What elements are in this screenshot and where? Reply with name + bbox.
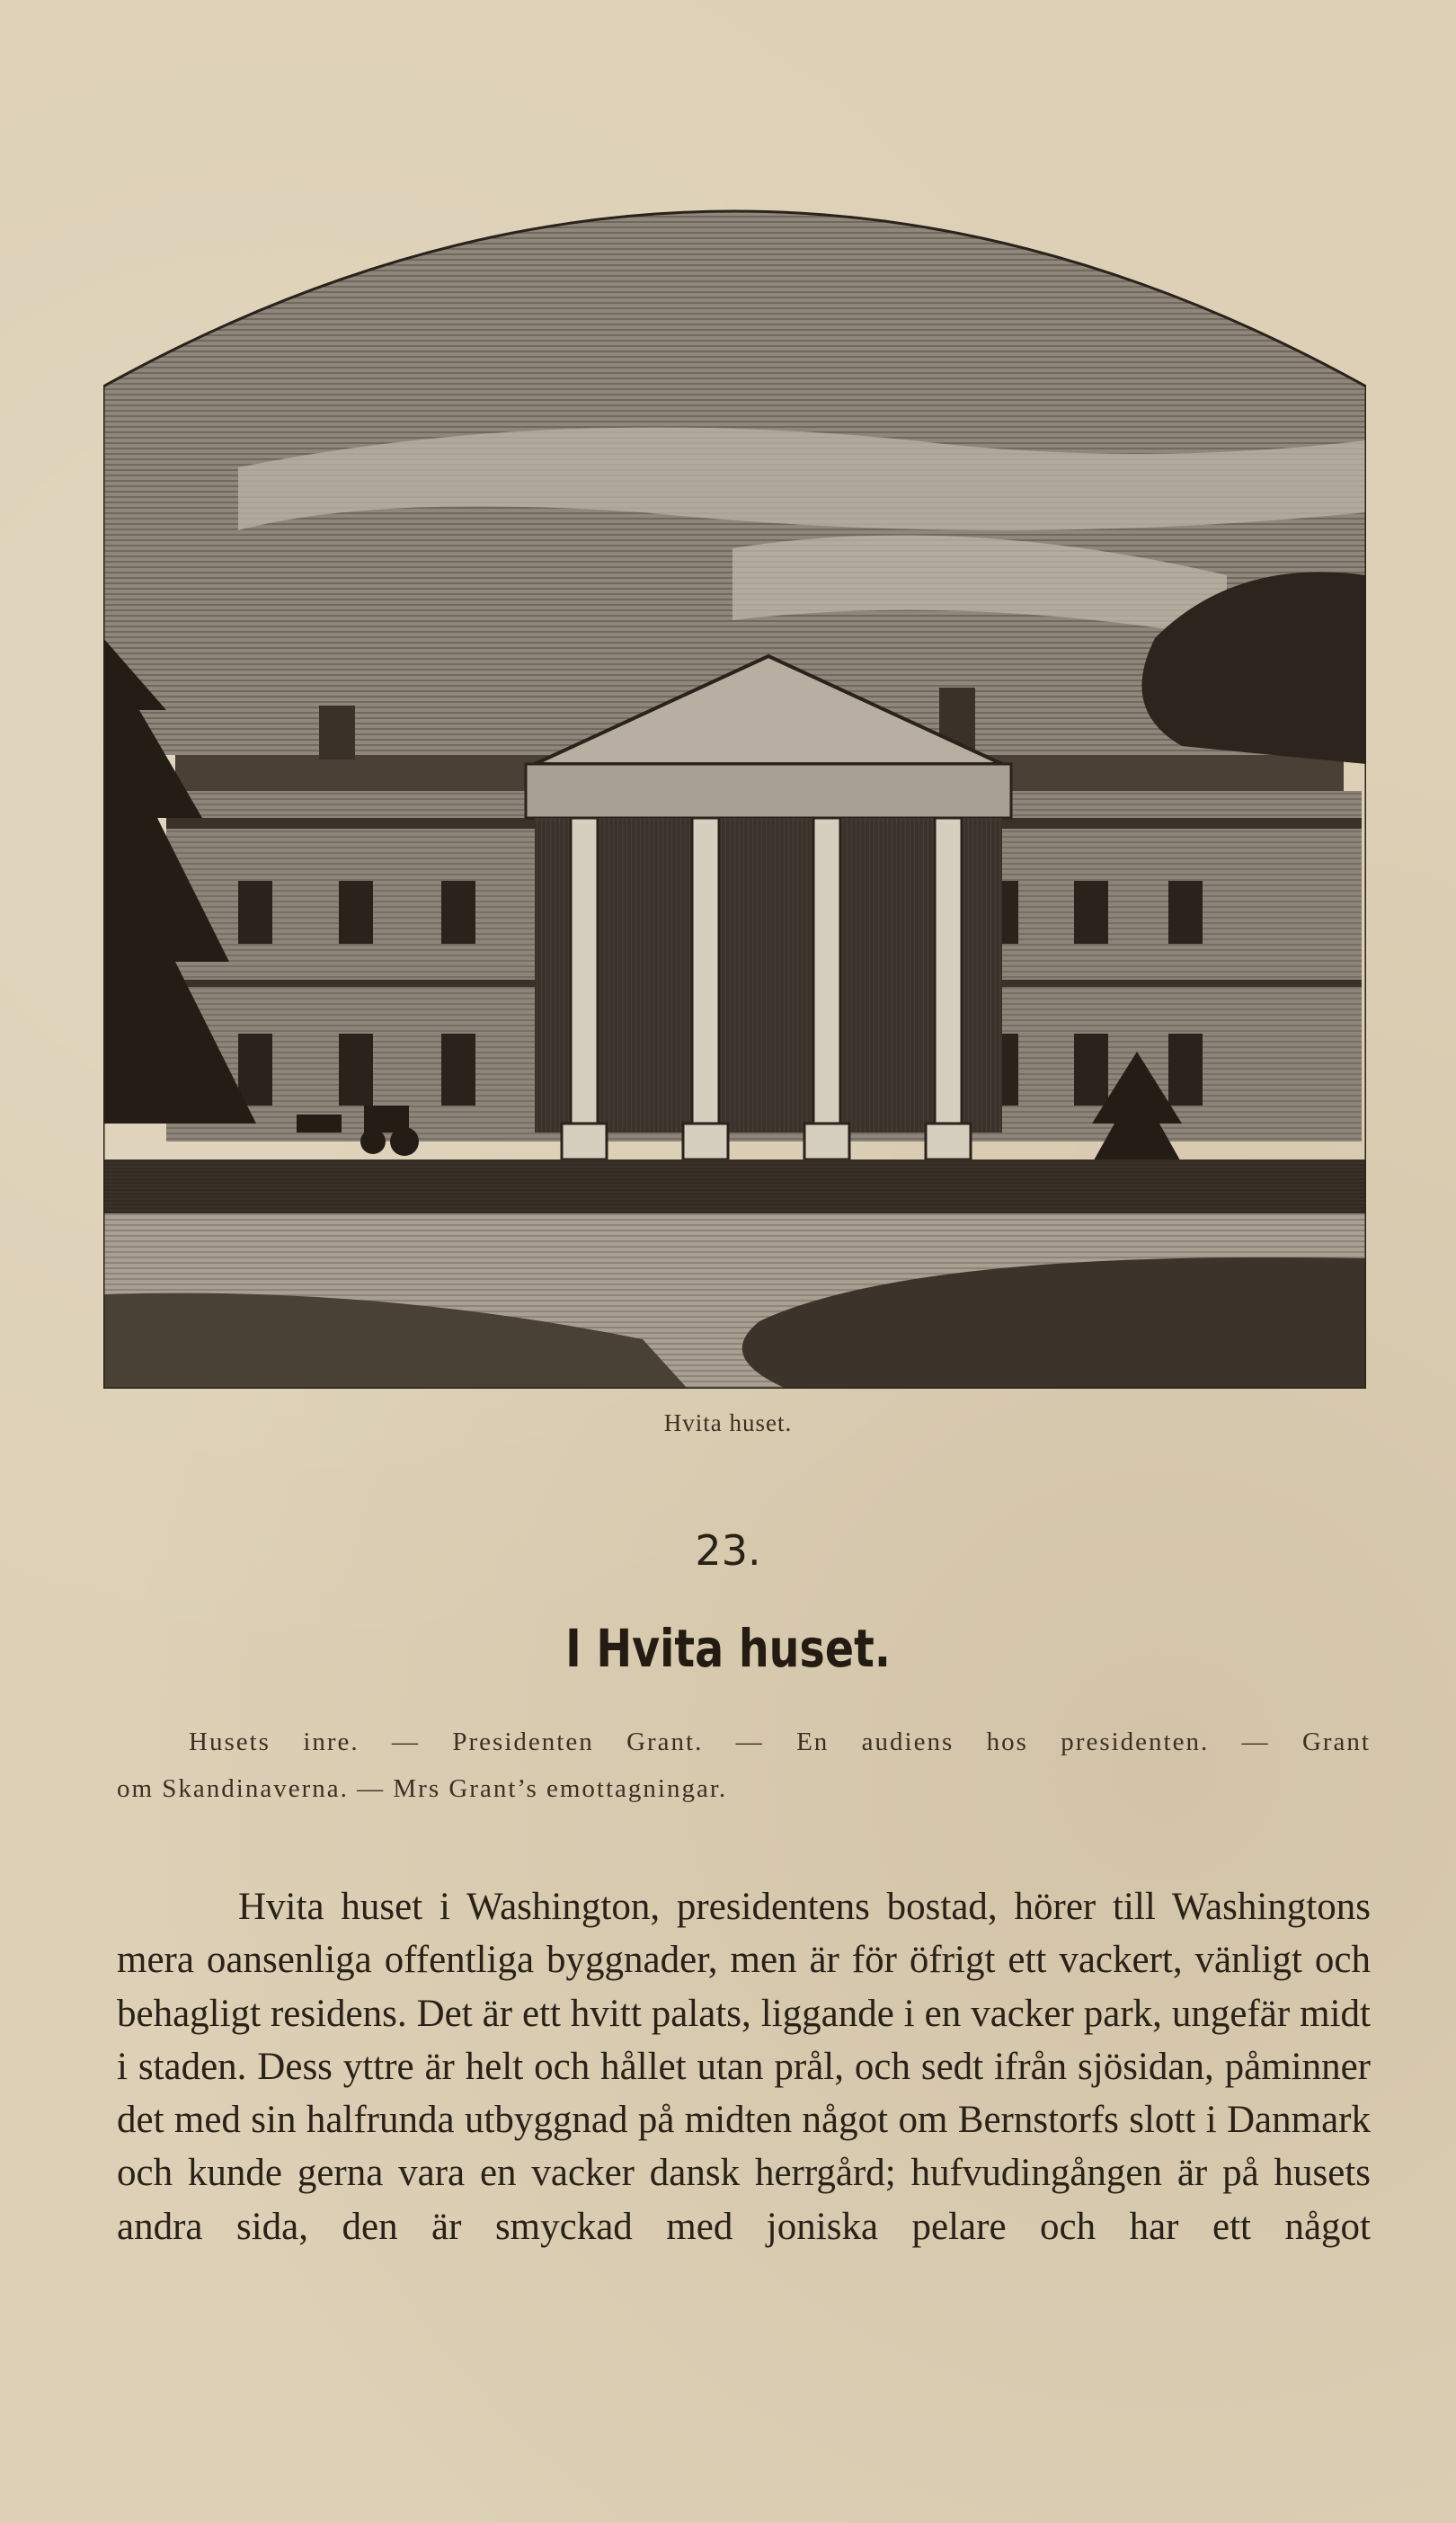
engraving-image bbox=[103, 171, 1366, 1389]
body-text bbox=[117, 1880, 1371, 2253]
white-house-illustration bbox=[103, 171, 1366, 1389]
illustration-caption: Hvita huset. bbox=[663, 1409, 793, 1436]
chapter-summary bbox=[117, 1719, 1371, 1812]
chapter-number: 23. bbox=[695, 1526, 761, 1575]
summary-line-2: om Skandinaverna. — Mrs Grant’s emottagningar. bbox=[117, 1774, 728, 1803]
chapter-title: I Hvita huset. bbox=[565, 1618, 891, 1679]
body-paragraph: Hvita huset i Washington, presidentens bostad, hörer till Washingtons mera oansenliga offentliga byggnader, men är för öfrigt ett vackert, vänligt och behagligt residens. Det är ett hvitt palats, liggande i en vacker park, ungefär midt i staden. Dess yttre är helt och hållet utan prål, och sedt ifrån sjösidan, påminner det med sin halfrunda utbyggnad på midten något om Bernstorfs slott i Danmark och kunde gerna vara en vacker dansk herrgård; hufvudingången är på husets andra sida, den är smyckad med joniska pelare och har ett något bbox=[117, 1886, 1371, 2248]
summary-line-1: Husets inre. — Presidenten Grant. — En audiens hos presidenten. — Grant bbox=[189, 1728, 1371, 1756]
